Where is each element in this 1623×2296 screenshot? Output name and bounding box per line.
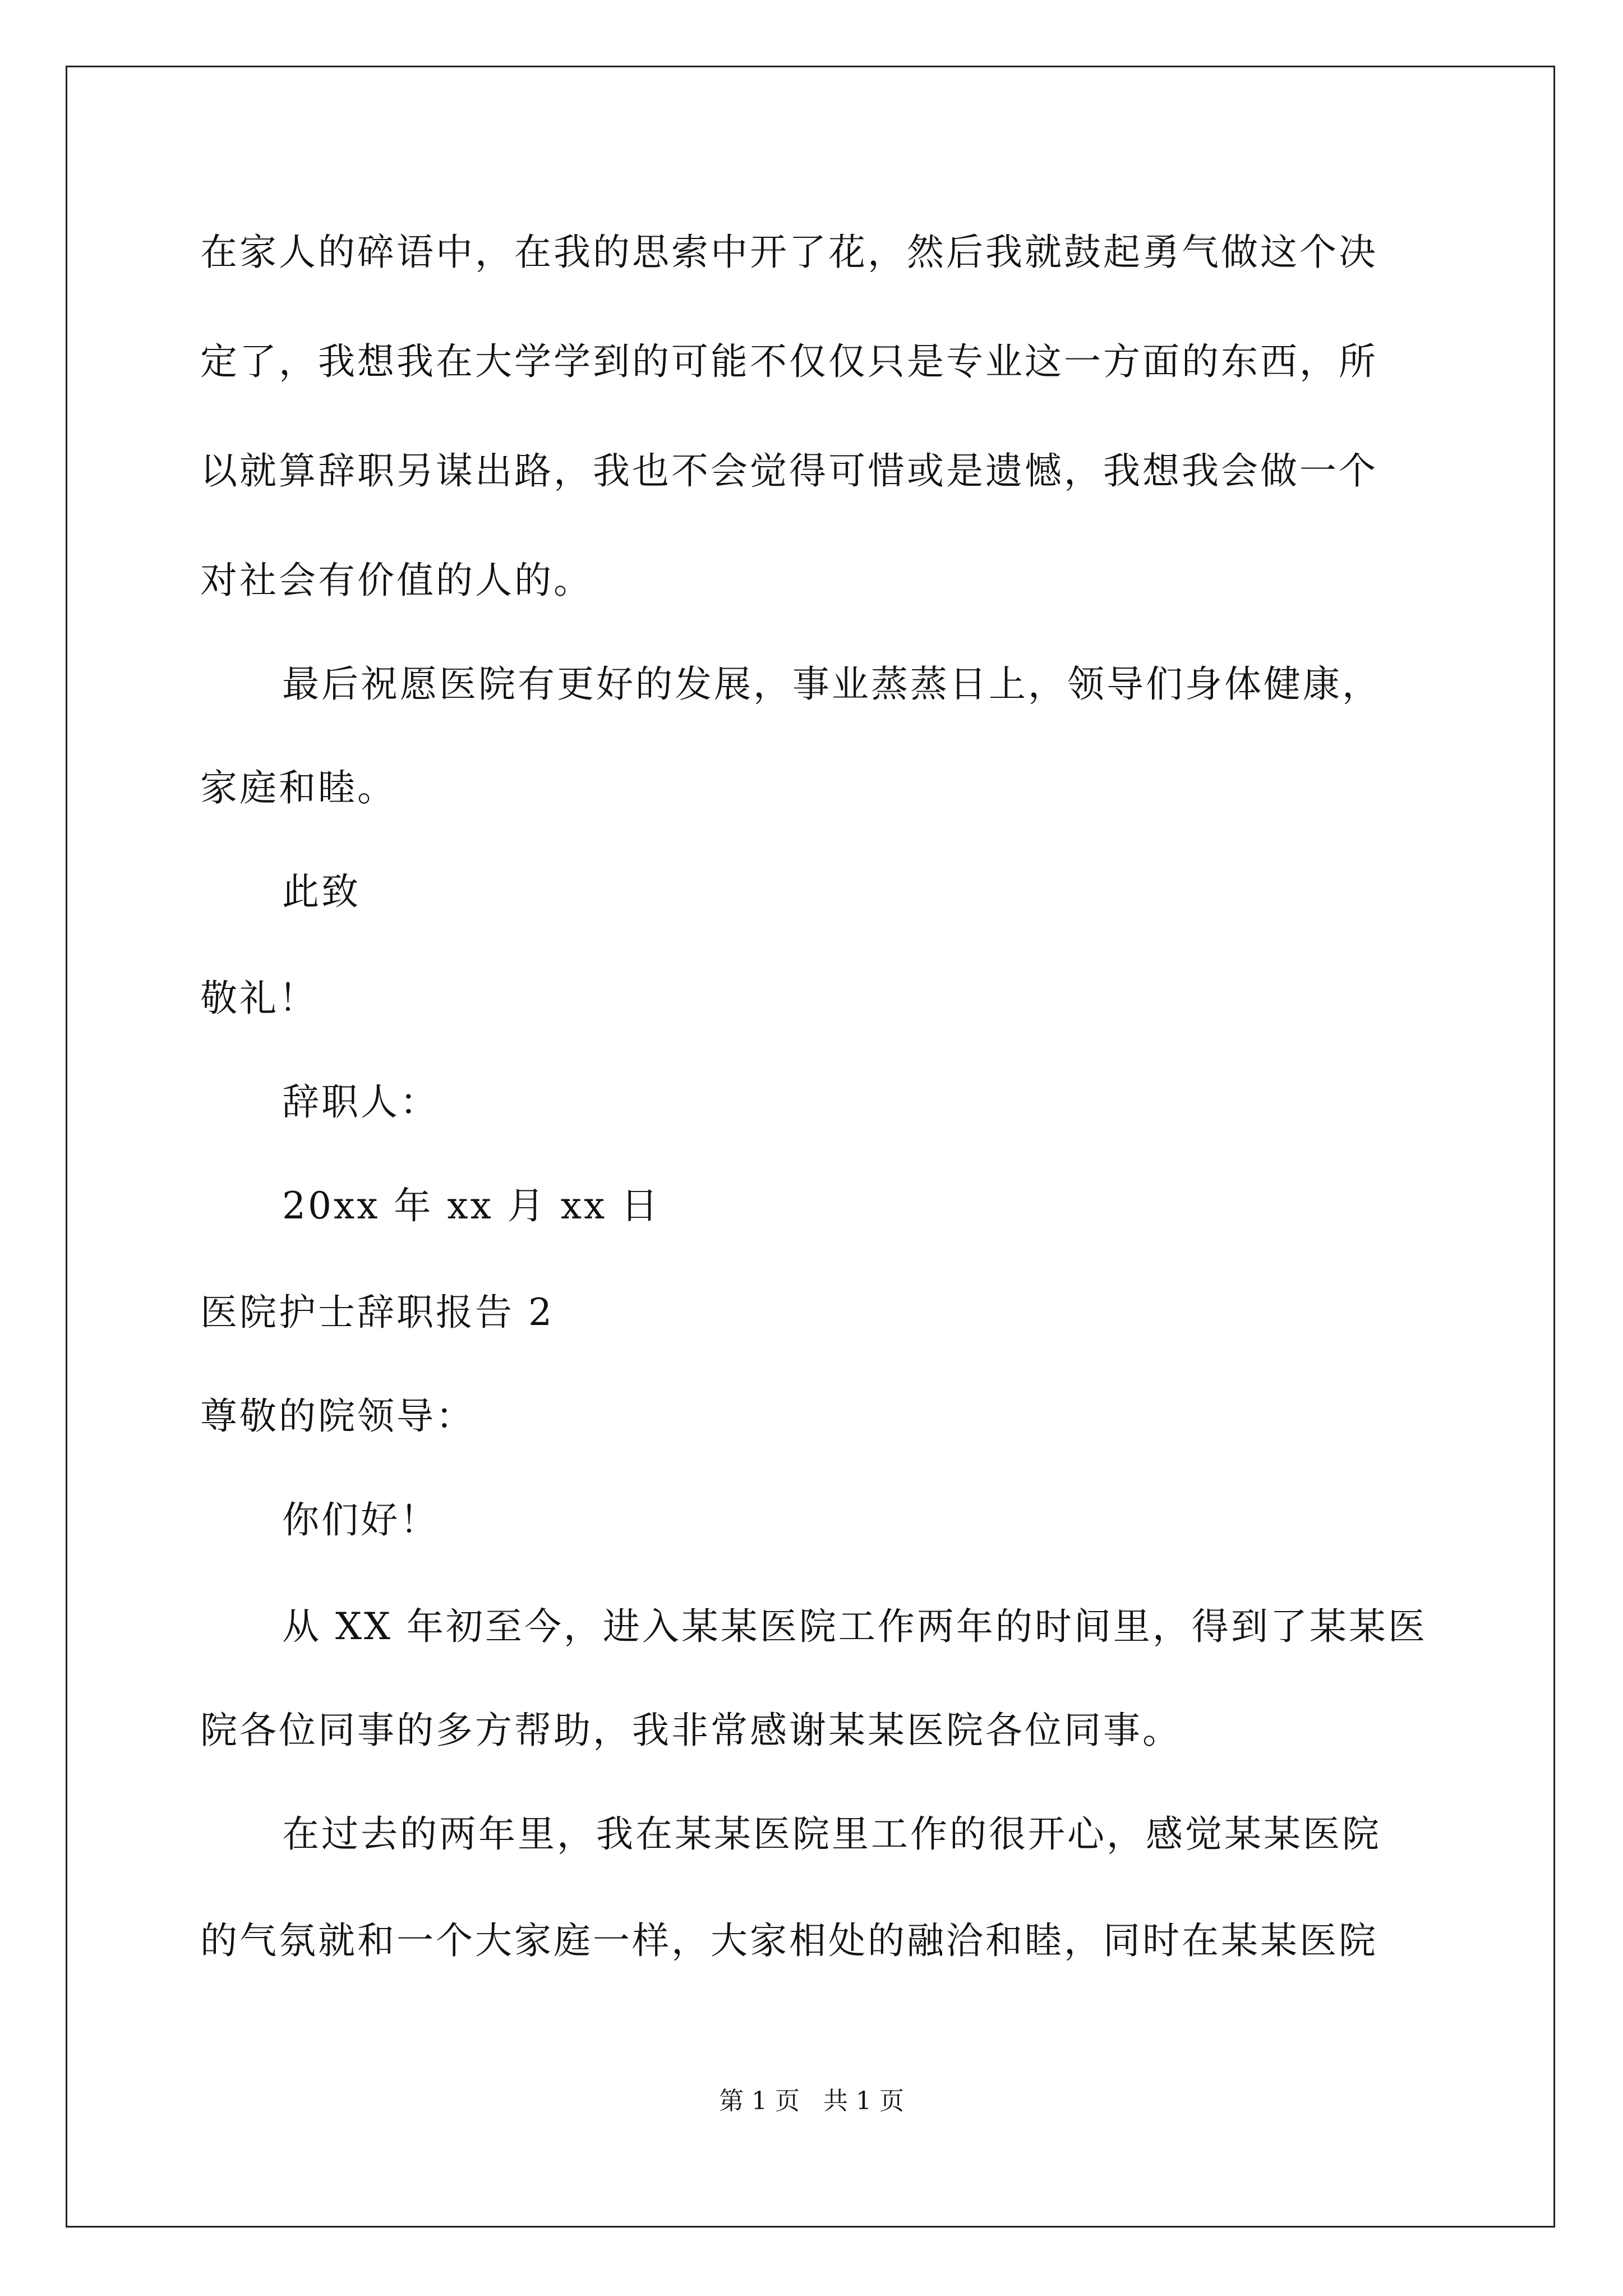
body-line: 以就算辞职另谋出路，我也不会觉得可惜或是遗憾，我想我会做一个 [200,449,1378,493]
closing-salutation: 此致 [282,870,361,913]
page-number-footer: 第 1 页 共 1 页 [719,2087,904,2115]
greeting: 你们好！ [282,1498,439,1542]
body-line: 家庭和睦。 [200,766,396,809]
body-line: 从 XX 年初至今，进入某某医院工作两年的时间里，得到了某某医 [282,1605,1427,1648]
body-line: 定了，我想我在大学学到的可能不仅仅只是专业这一方面的东西，所 [200,340,1378,383]
body-line: 在家人的碎语中，在我的思索中开了花，然后我就鼓起勇气做这个决 [200,231,1378,274]
salutation: 尊敬的院领导： [200,1395,475,1438]
body-line: 的气氛就和一个大家庭一样，大家相处的融洽和睦，同时在某某医院 [200,1919,1378,1962]
page-border [66,66,1555,2228]
body-line: 在过去的两年里，我在某某医院里工作的很开心，感觉某某医院 [282,1812,1381,1856]
signature-label: 辞职人： [282,1080,439,1124]
body-line: 院各位同事的多方帮助，我非常感谢某某医院各位同事。 [200,1709,1182,1752]
closing-regards: 敬礼！ [200,977,318,1020]
body-line: 最后祝愿医院有更好的发展，事业蒸蒸日上，领导们身体健康， [282,662,1381,706]
body-line: 对社会有价值的人的。 [200,559,593,602]
date-line: 20xx 年 xx 月 xx 日 [282,1184,661,1227]
section-title: 医院护士辞职报告 2 [200,1291,554,1334]
